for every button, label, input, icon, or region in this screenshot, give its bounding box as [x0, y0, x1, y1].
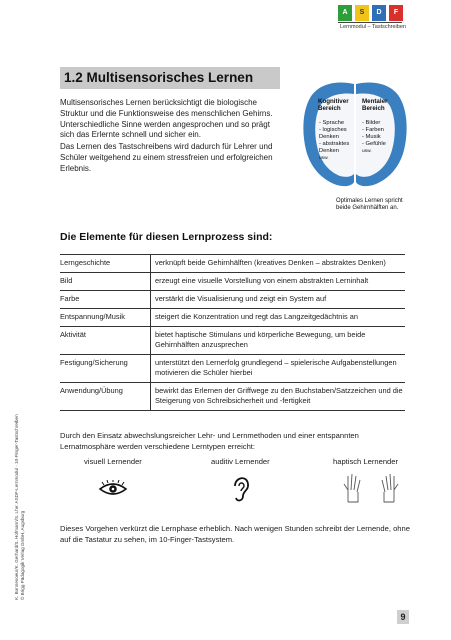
brain-left-list [319, 120, 355, 162]
brain-illustration [300, 78, 410, 196]
side-credit [14, 414, 26, 600]
table-desc: verknüpft beide Gehirnhälften (kreatives Denken – abstraktes Denken) [151, 255, 406, 273]
brain-right-item: - Gefühle [362, 141, 386, 147]
table-row [60, 255, 405, 273]
table-term: Lerngeschichte [60, 255, 151, 273]
table-term: Bild [60, 273, 151, 291]
table-term: Entspannung/Musik [60, 309, 151, 327]
brain-right-list [362, 120, 386, 155]
table-term: Anwendung/Übung [60, 383, 151, 411]
closing-paragraph: Dieses Vorgehen verkürzt die Lernphase erheblich. Nach wenigen Stunden schreibt der Lernende, ohne auf die Tastatur zu sehen, im 10-Finger-Tastsystem. [60, 524, 410, 544]
intro-paragraph-1: Multisensorisches Lernen berücksichtigt die biologische Struktur und die Funktionsweise des menschlichen Gehirns. Unterschiedliche Sinne werden angesprochen und so prägt sich das Erlernte schnell und sicher ein. [60, 98, 273, 140]
hands-icon [340, 472, 402, 504]
header-letter-f: F [389, 5, 403, 21]
table-row [60, 309, 405, 327]
elements-heading: Die Elemente für diesen Lernprozess sind: [60, 231, 273, 243]
brain-right-item: usw. [362, 149, 372, 154]
learner-type-auditory: auditiv Lernender [211, 457, 270, 466]
brain-left-item: - logisches Denken [319, 127, 347, 140]
eye-icon [98, 480, 128, 498]
header-letter-a: A [338, 5, 352, 21]
header-letter-s: S [355, 5, 369, 21]
table-desc: verstärkt die Visualisierung und zeigt ein System auf [151, 291, 406, 309]
table-desc: unterstützt den Lernerfolg grundlegend – spielerische Aufgabenstellungen motivieren die Schüler hierbei [151, 355, 406, 383]
learner-type-haptic: haptisch Lernender [333, 457, 399, 466]
header-subtitle: Lernmodul – Tastschreiben [340, 24, 406, 30]
brain-left-title: Kognitiver Bereich [318, 98, 349, 112]
learner-type-visual: visuell Lernender [84, 457, 142, 466]
table-term: Farbe [60, 291, 151, 309]
table-desc: bewirkt das Erlernen der Griffwege zu den Buchstaben/Satzzeichen und die Steigerung von Schreibsicherheit und -fertigkeit [151, 383, 406, 411]
side-credit-line: © Brigg Pädagogik Verlag GmbH, Augsburg [20, 510, 25, 600]
table-row [60, 273, 405, 291]
table-row [60, 355, 405, 383]
brain-right-item: - Farben [362, 127, 384, 133]
brain-right-item: - Musik [362, 134, 381, 140]
header-divider [338, 22, 402, 23]
brain-right-title: Mentaler Bereich [362, 98, 388, 112]
ear-icon [231, 474, 251, 504]
table-term: Aktivität [60, 327, 151, 355]
table-row [60, 327, 405, 355]
section-title-bar [60, 67, 280, 89]
side-credit-line: K. Bonnesoeur/K. Gerhard/S. Hofmann/S. Lhe: ASDF-Lernmodul · 10-Finger-Tastschreiben [14, 414, 19, 600]
learner-intro: Durch den Einsatz abwechslungsreicher Lehr- und Lernmethoden und einer entspannten Lernatmosphäre werden verschiedene Lerntypen erreicht: [60, 431, 359, 451]
brain-left-item: usw. [319, 156, 329, 161]
table-desc: bietet haptische Stimulans und körperliche Bewegung, um beide Gehirnhälften anzusprechen [151, 327, 406, 355]
brain-right-item: - Bilder [362, 120, 381, 126]
table-row [60, 383, 405, 411]
brain-left-item: - Sprache [319, 120, 345, 126]
table-desc: erzeugt eine visuelle Vorstellung von einem abstrakten Lerninhalt [151, 273, 406, 291]
section-title: 1.2 Multisensorisches Lernen [64, 70, 254, 85]
intro-paragraph-2: Das Lernen des Tastschreibens wird dadurch für Lehrer und Schüler weitgehend zu einem stressfreien und erfolgreichen Erlebnis. [60, 142, 273, 173]
elements-table [60, 254, 405, 411]
brain-left-item: - abstraktes Denken [319, 141, 350, 154]
page-number: 9 [397, 610, 409, 624]
table-row [60, 291, 405, 309]
table-term: Festigung/Sicherung [60, 355, 151, 383]
brain-caption: Optimales Lernen spricht beide Gehirnhälften an. [336, 198, 403, 211]
table-desc: steigert die Konzentration und regt das Langzeitgedächtnis an [151, 309, 406, 327]
header-letter-d: D [372, 5, 386, 21]
